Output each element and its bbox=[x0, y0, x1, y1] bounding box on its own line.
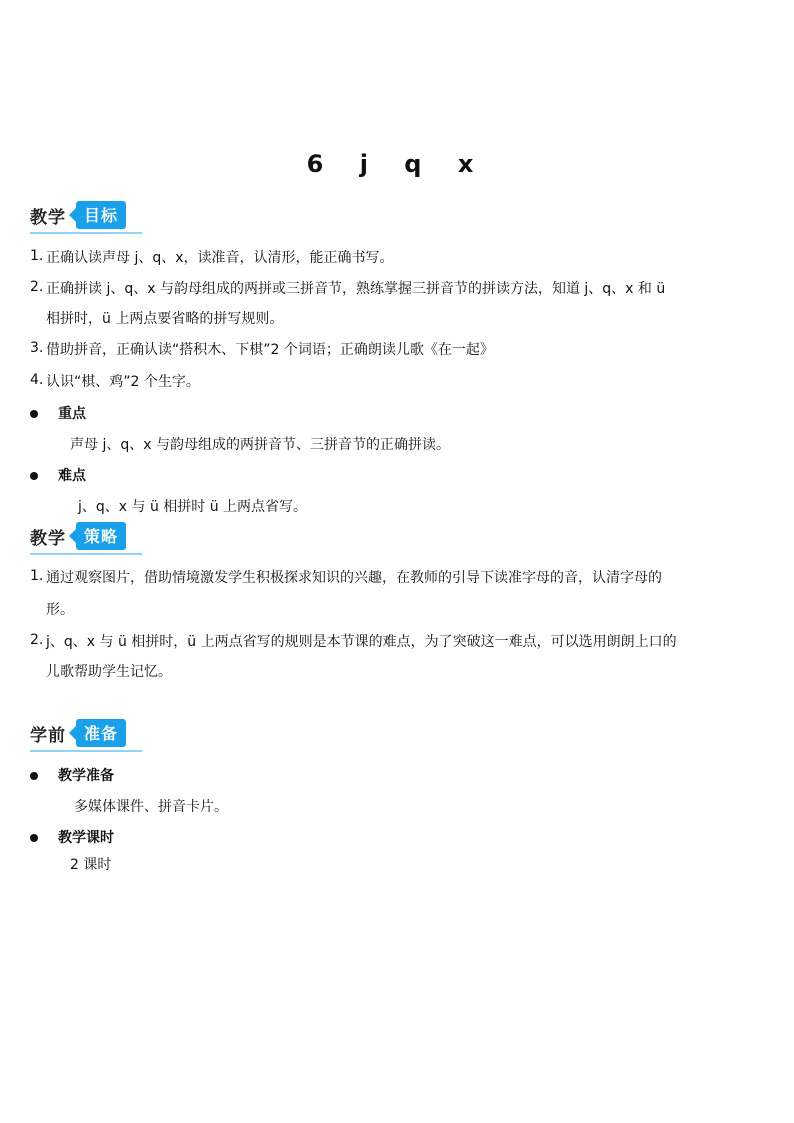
hours-text: 2 课时 bbox=[70, 857, 112, 873]
strategy-item-2-line-2: 儿歌帮助学生记忆。 bbox=[46, 664, 172, 680]
section-header-goals bbox=[30, 200, 126, 230]
key-text: 声母 j、q、x 与韵母组成的两拼音节、三拼音节的正确拼读。 bbox=[70, 437, 450, 453]
difficulty-label: 难点 bbox=[58, 468, 86, 484]
section-underline bbox=[30, 750, 142, 752]
section-header-plain: 教学 bbox=[30, 207, 66, 228]
section-header-tag: 目标 bbox=[76, 201, 126, 229]
bullet-difficulty bbox=[30, 472, 38, 480]
section-header-tag: 准备 bbox=[76, 719, 126, 747]
section-header-plain: 教学 bbox=[30, 528, 66, 549]
goal-num-3: 3. bbox=[30, 340, 44, 356]
strategy-item-1-line-1: 通过观察图片，借助情境激发学生积极探求知识的兴趣，在教师的引导下读准字母的音，认清字母的 bbox=[46, 570, 662, 586]
section-header-plain: 学前 bbox=[30, 725, 66, 746]
bullet-hours bbox=[30, 834, 38, 842]
materials-label: 教学准备 bbox=[58, 768, 114, 784]
strategy-item-2-line-1: j、q、x 与 ü 相拼时，ü 上两点省写的规则是本节课的难点，为了突破这一难点，可以选用朗朗上口的 bbox=[46, 634, 677, 650]
section-underline bbox=[30, 232, 142, 234]
section-underline bbox=[30, 553, 142, 555]
strategy-item-1-line-2: 形。 bbox=[46, 602, 74, 618]
key-label: 重点 bbox=[58, 406, 86, 422]
difficulty-text: j、q、x 与 ü 相拼时 ü 上两点省写。 bbox=[78, 499, 308, 515]
goal-item-2-line-1: 正确拼读 j、q、x 与韵母组成的两拼或三拼音节，熟练掌握三拼音节的拼读方法，知道 j、q、x 和 ü bbox=[46, 281, 666, 297]
section-header-strategy bbox=[30, 521, 126, 551]
page-title: 6 j q x bbox=[306, 150, 488, 178]
bullet-key bbox=[30, 410, 38, 418]
section-header-tag: 策略 bbox=[76, 522, 126, 550]
strategy-num-2: 2. bbox=[30, 632, 44, 648]
bullet-materials bbox=[30, 772, 38, 780]
goal-item-3: 借助拼音，正确认读“搭积木、下棋”2 个词语；正确朗读儿歌《在一起》 bbox=[46, 342, 494, 358]
materials-text: 多媒体课件、拼音卡片。 bbox=[74, 799, 228, 815]
goal-num-2: 2. bbox=[30, 279, 44, 295]
goal-num-4: 4. bbox=[30, 372, 44, 388]
section-header-prep bbox=[30, 718, 126, 748]
goal-item-2-line-2: 相拼时，ü 上两点要省略的拼写规则。 bbox=[46, 311, 284, 327]
goal-item-1: 正确认读声母 j、q、x，读准音，认清形，能正确书写。 bbox=[46, 250, 394, 266]
hours-label: 教学课时 bbox=[58, 830, 114, 846]
goal-num-1: 1. bbox=[30, 248, 44, 264]
strategy-num-1: 1. bbox=[30, 568, 44, 584]
goal-item-4: 认识“棋、鸡”2 个生字。 bbox=[46, 374, 200, 390]
